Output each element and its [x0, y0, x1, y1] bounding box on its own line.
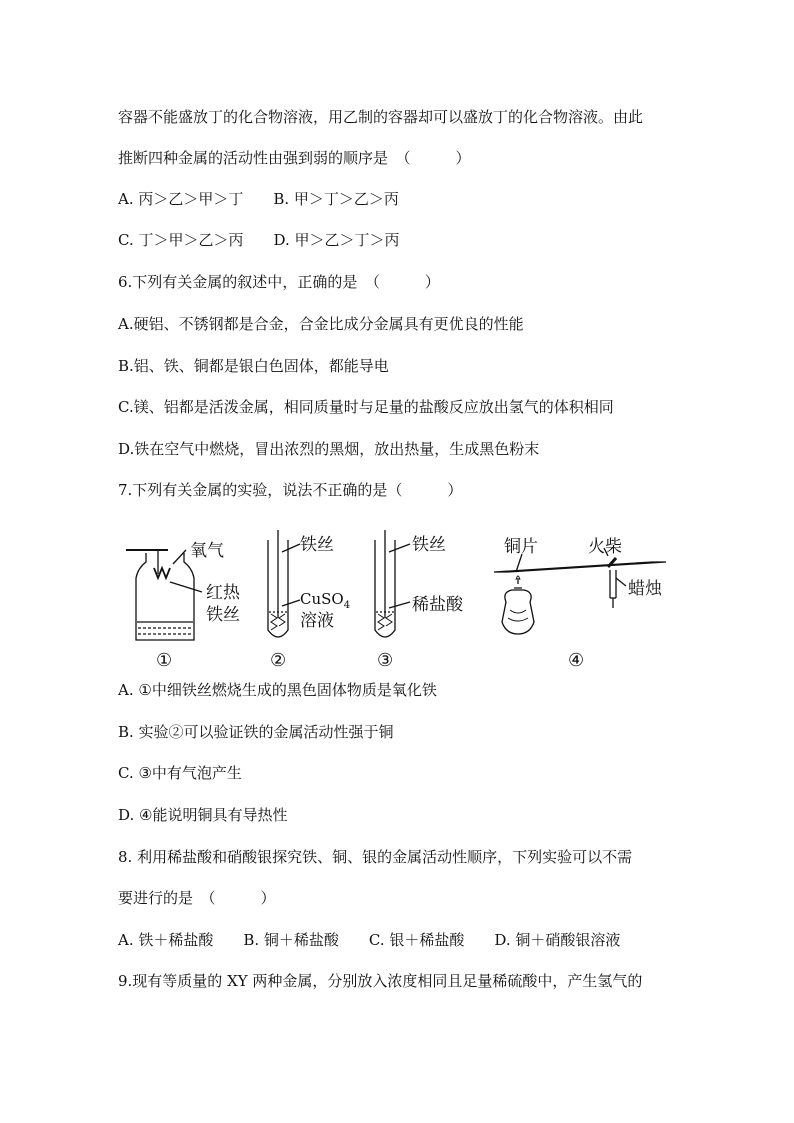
q9-stem: 9.现有等质量的 XY 两种金属，分别放入浓度相同且足量稀硫酸中，产生氢气的 [118, 972, 643, 990]
exp1-number: ① [156, 650, 173, 671]
q5-options-cd: C. 丁＞甲＞乙＞丙 D. 甲＞乙＞丁＞丙 [118, 231, 400, 249]
exp3-label-ironwire: 铁丝 [412, 535, 446, 555]
exp2-number: ② [270, 650, 287, 671]
q8-options: A. 铁＋稀盐酸 B. 铜＋稀盐酸 C. 银＋稀盐酸 D. 铜＋硝酸银溶液 [118, 931, 621, 949]
exp4-label-match: 火柴 [588, 537, 622, 557]
q8-stem-line2: 要进行的是 （ ） [118, 889, 276, 907]
q7-option-c: C. ③中有气泡产生 [118, 764, 242, 782]
q5-options-ab: A. 丙＞乙＞甲＞丁 B. 甲＞丁＞乙＞丙 [118, 190, 399, 208]
exp4-label-candle: 蜡烛 [628, 579, 662, 599]
exp1-label-ironwire: 铁丝 [206, 605, 240, 625]
q7-experiment-figure [118, 522, 678, 672]
q6-option-b: B.铝、铁、铜都是银白色固体，都能导电 [118, 357, 389, 375]
exp3-label-hcl: 稀盐酸 [412, 595, 463, 615]
exp2-label-ironwire: 铁丝 [300, 535, 334, 555]
exp1-label-redhot: 红热 [206, 583, 240, 603]
q6-option-c: C.镁、铝都是活泼金属，相同质量时与足量的盐酸反应放出氢气的体积相同 [118, 398, 614, 416]
exp4-number: ④ [568, 650, 585, 671]
q7-option-d: D. ④能说明铜具有导热性 [118, 806, 288, 824]
q6-option-a: A.硬铝、不锈钢都是合金，合金比成分金属具有更优良的性能 [118, 315, 524, 333]
exp2-label-solution: 溶液 [300, 611, 334, 631]
q5-stem-line2: 推断四种金属的活动性由强到弱的顺序是 （ ） [118, 149, 471, 167]
exp2-label-cuso4: CuSO$_4$ [300, 590, 351, 611]
q6-stem: 6.下列有关金属的叙述中，正确的是 （ ） [118, 273, 440, 291]
q7-stem: 7.下列有关金属的实验，说法不正确的是（ ） [118, 481, 463, 499]
experiment-2-test-tube [268, 530, 300, 637]
q7-option-a: A. ①中细铁丝燃烧生成的黑色固体物质是氧化铁 [118, 681, 437, 699]
exp4-label-copper-sheet: 铜片 [504, 537, 538, 557]
q6-option-d: D.铁在空气中燃烧，冒出浓烈的黑烟，放出热量，生成黑色粉末 [118, 440, 540, 458]
q5-stem-line1: 容器不能盛放丁的化合物溶液，用乙制的容器却可以盛放丁的化合物溶液。由此 [118, 108, 644, 126]
q8-stem-line1: 8. 利用稀盐酸和硝酸银探究铁、铜、银的金属活动性顺序，下列实验可以不需 [118, 848, 633, 866]
exp2-label-cuso4-sub: 4 [343, 600, 351, 611]
exp1-label-oxygen: 氧气 [190, 541, 224, 561]
experiment-1-gas-jar [126, 550, 202, 640]
exp3-number: ③ [377, 650, 394, 671]
experiment-3-test-tube [375, 530, 410, 637]
q7-option-b: B. 实验②可以验证铁的金属活动性强于铜 [118, 723, 394, 741]
